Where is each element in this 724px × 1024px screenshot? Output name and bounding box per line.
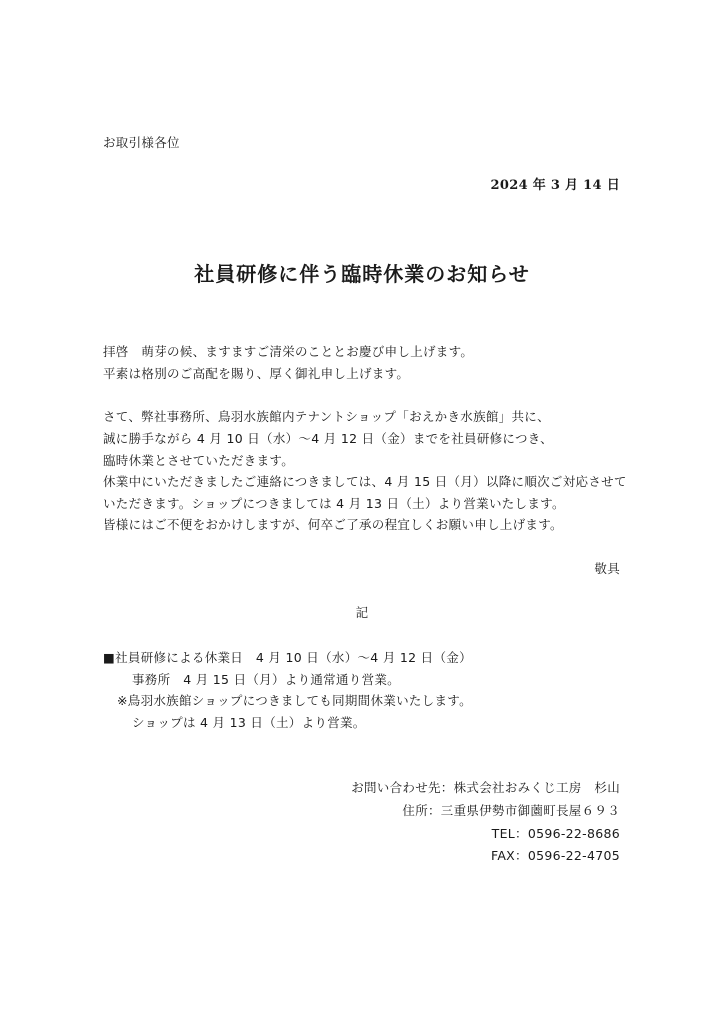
body-line-4: 休業中にいただきましたご連絡につきましては、4 月 15 日（月）以降に順次ご対応させて: [103, 474, 627, 489]
contact-tel: TEL：0596-22-8686: [491, 826, 620, 841]
contact-fax: FAX：0596-22-4705: [490, 848, 620, 863]
detail-closure-dates: ■社員研修による休業日 4 月 10 日（水）～4 月 12 日（金）: [103, 650, 472, 665]
body-line-6: 皆様にはご不便をおかけしますが、何卒ご了承の程宜しくお願い申し上げます。: [103, 517, 563, 532]
greeting-line-2: 平素は格別のご高配を賜り、厚く御礼申し上げます。: [103, 366, 410, 381]
body-line-1: さて、弊社事務所、鳥羽水族館内テナントショップ「おえかき水族館」共に、: [103, 409, 550, 424]
body-line-2: 誠に勝手ながら 4 月 10 日（水）～4 月 12 日（金）までを社員研修につき、: [103, 431, 553, 446]
detail-shop-note: ※鳥羽水族館ショップにつきましても同期間休業いたします。: [117, 693, 472, 708]
contact-inquiry: お問い合わせ先：株式会社おみくじ工房 杉山: [351, 780, 620, 795]
body-line-5: いただきます。ショップにつきましては 4 月 13 日（土）より営業いたします。: [103, 496, 565, 511]
addressee: お取引様各位: [103, 135, 180, 150]
body-line-3: 臨時休業とさせていただきます。: [103, 453, 295, 468]
detail-shop-reopen: ショップは 4 月 13 日（土）より営業。: [132, 715, 366, 730]
contact-address: 住所：三重県伊勢市御薗町長屋６９３: [402, 803, 620, 818]
closing-keigu: 敬具: [594, 561, 620, 576]
ki-marker: 記: [355, 605, 369, 620]
greeting-line-1: 拝啓 萌芽の候、ますますご清栄のこととお慶び申し上げます。: [103, 344, 474, 359]
document-title: 社員研修に伴う臨時休業のお知らせ: [194, 262, 530, 286]
detail-office-reopen: 事務所 4 月 15 日（月）より通常通り営業。: [132, 672, 400, 687]
document-date: 2024 年 3 月 14 日: [490, 178, 620, 193]
